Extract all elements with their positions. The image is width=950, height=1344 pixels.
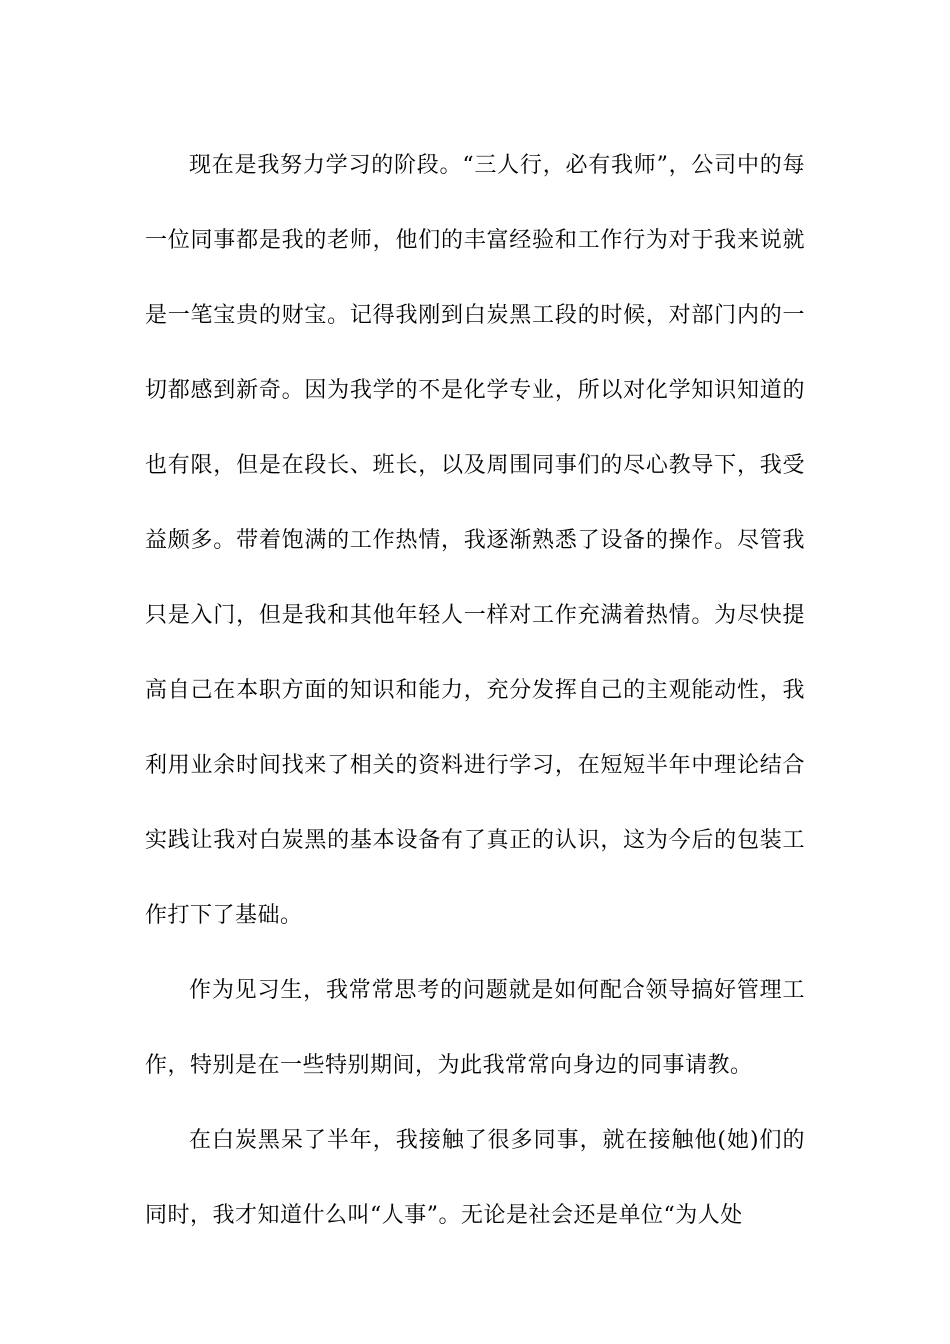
paragraph-3: 在白炭黑呆了半年，我接触了很多同事，就在接触他(她)们的同时，我才知道什么叫“人事”。无论是社会还是单位“为人处 <box>145 1128 805 1228</box>
paragraph-1: 现在是我努力学习的阶段。“三人行，必有我师”，公司中的每一位同事都是我的老师，他们的丰富经验和工作行为对于我来说就是一笔宝贵的财宝。记得我刚到白炭黑工段的时候，对部门内的一切都感到新奇。因为我学的不是化学专业，所以对化学知识知道的也有限，但是在段长、班长，以及周围同事们的尽心教导下，我受益颇多。带着饱满的工作热情，我逐渐熟悉了设备的操作。尽管我只是入门，但是我和其他年轻人一样对工作充满着热情。为尽快提高自己在本职方面的知识和能力，充分发挥自己的主观能动性，我利用业余时间找来了相关的资料进行学习，在短短半年中理论结合实践让我对白炭黑的基本设备有了真正的认识，这为今后的包装工作打下了基础。 <box>145 153 805 928</box>
paragraph-2: 作为见习生，我常常思考的问题就是如何配合领导搞好管理工作，特别是在一些特别期间，为此我常常向身边的同事请教。 <box>145 978 805 1078</box>
document-body <box>145 128 805 1253</box>
